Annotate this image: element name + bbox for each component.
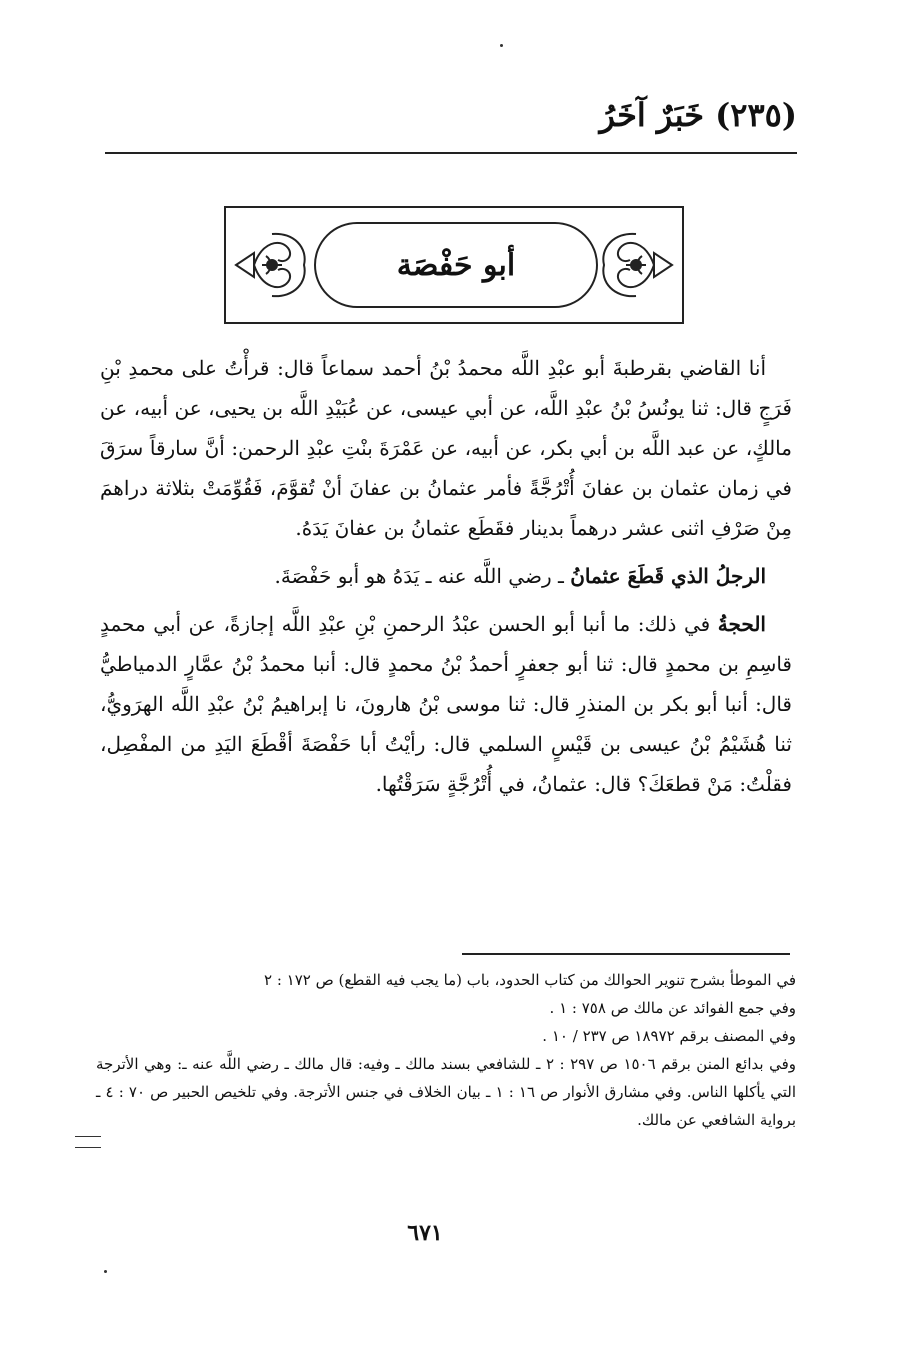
section-title: أبو حَفْصَة — [396, 247, 516, 283]
paragraph-identification-lead: الرجلُ الذي قَطَعَ عثمانُ — [570, 564, 766, 588]
paragraph-evidence-text: في ذلك: ما أنبا أبو الحسن عبْدُ الرحمنِ بْنِ عبْدِ اللَّه إجازةً، عن أبي محمدٍ قاسِمِ بن محمدٍ قال: ثنا أبو جعفرٍ أحمدُ بْنُ محمدٍ قال: أنبا محمدُ بْنُ عمَّارٍ الدمياطيُّ قال: أنبا أبو بكر بن المنذرِ قال: ثنا موسى بْنُ هارونَ، نا إبراهيمُ بْنُ عبْدِ اللَّه الهرَويُّ، ثنا هُشَيْمُ بْنُ عيسى بن قَيْسٍ السلمي قال: رأيْتُ أبا حَفْصَةَ أقْطَعَ اليَدِ من المفْصِل، فقلْتُ: مَنْ قطعَكَ؟ قال: عثمانُ، في أُتْرُجَّةٍ سَرَقْتُها. — [100, 612, 792, 796]
footnote-line: وفي المصنف برقم ١٨٩٧٢ ص ٢٣٧ / ١٠ . — [542, 1027, 796, 1045]
paragraph-evidence-lead: الحجةُ — [717, 612, 766, 636]
paragraph-evidence — [100, 604, 792, 804]
margin-mark — [75, 1136, 101, 1148]
section-title-frame — [224, 206, 684, 324]
main-text — [100, 348, 792, 812]
page-number: ٦٧١ — [407, 1220, 443, 1246]
left-arabesque-ornament — [232, 226, 312, 304]
chapter-title: (٢٣٥) خَبَرٌ آخَرُ — [599, 96, 797, 134]
footnote-line: وفي بدائع المنن برقم ١٥٠٦ ص ٢٩٧ : ٢ ـ للشافعي بسند مالك ـ وفيه: قال مالك ـ رضي اللَّه عنه ـ: وهي الأترجة التي يأكلها الناس. وفي مشارق الأنوار ص ١٦ : ١ ـ بيان الخلاف في جنس الأترجة. وفي تلخيص الحبير ص ٧٠ : ٤ ـ برواية الشافعي عن مالك. — [96, 1055, 796, 1129]
paragraph-narration: أنا القاضي بقرطبةَ أبو عبْدِ اللَّه محمدُ بْنُ أحمد سماعاً قال: قرأْتُ على محمدِ بْنِ فَرَجٍ قال: ثنا يونُسُ بْنُ عبْدِ اللَّه، عن أبي عيسى، عن عُبَيْدِ اللَّه بن يحيى، عن أبيه، عن مالكٍ، عن عبد اللَّه بن أبي بكر، عن أبيه، عن عَمْرَةَ بنْتِ عبْدِ الرحمن: أنَّ سارقاً سرَقَ في زمان عثمان بن عفانَ أُتْرُجَّةً فأمر عثمانُ بن عفانَ أنْ تُقوَّمَ، فَقُوِّمَتْ بثلاثة دراهمَ مِنْ صَرْفِ اثنى عشر درهماً بدينار فقَطَع عثمانُ بن عفانَ يَدَهُ. — [100, 356, 792, 540]
speck — [104, 1270, 107, 1273]
title-cartouche — [314, 222, 598, 308]
footnote-line: وفي جمع الفوائد عن مالك ص ٧٥٨ : ١ . — [549, 999, 796, 1017]
paragraph-identification-text: ـ رضي اللَّه عنه ـ يَدَهُ هو أبو حَفْصَةَ. — [274, 564, 571, 588]
footnotes — [96, 966, 796, 1134]
paragraph-identification — [100, 556, 792, 596]
page-header — [105, 92, 797, 154]
speck — [500, 44, 503, 47]
footnote-line: في الموطأ بشرح تنوير الحوالك من كتاب الحدود، باب (ما يجب فيه القطع) ص ١٧٢ : ٢ — [263, 971, 796, 989]
footnote-divider — [462, 953, 790, 955]
right-arabesque-ornament — [596, 226, 676, 304]
